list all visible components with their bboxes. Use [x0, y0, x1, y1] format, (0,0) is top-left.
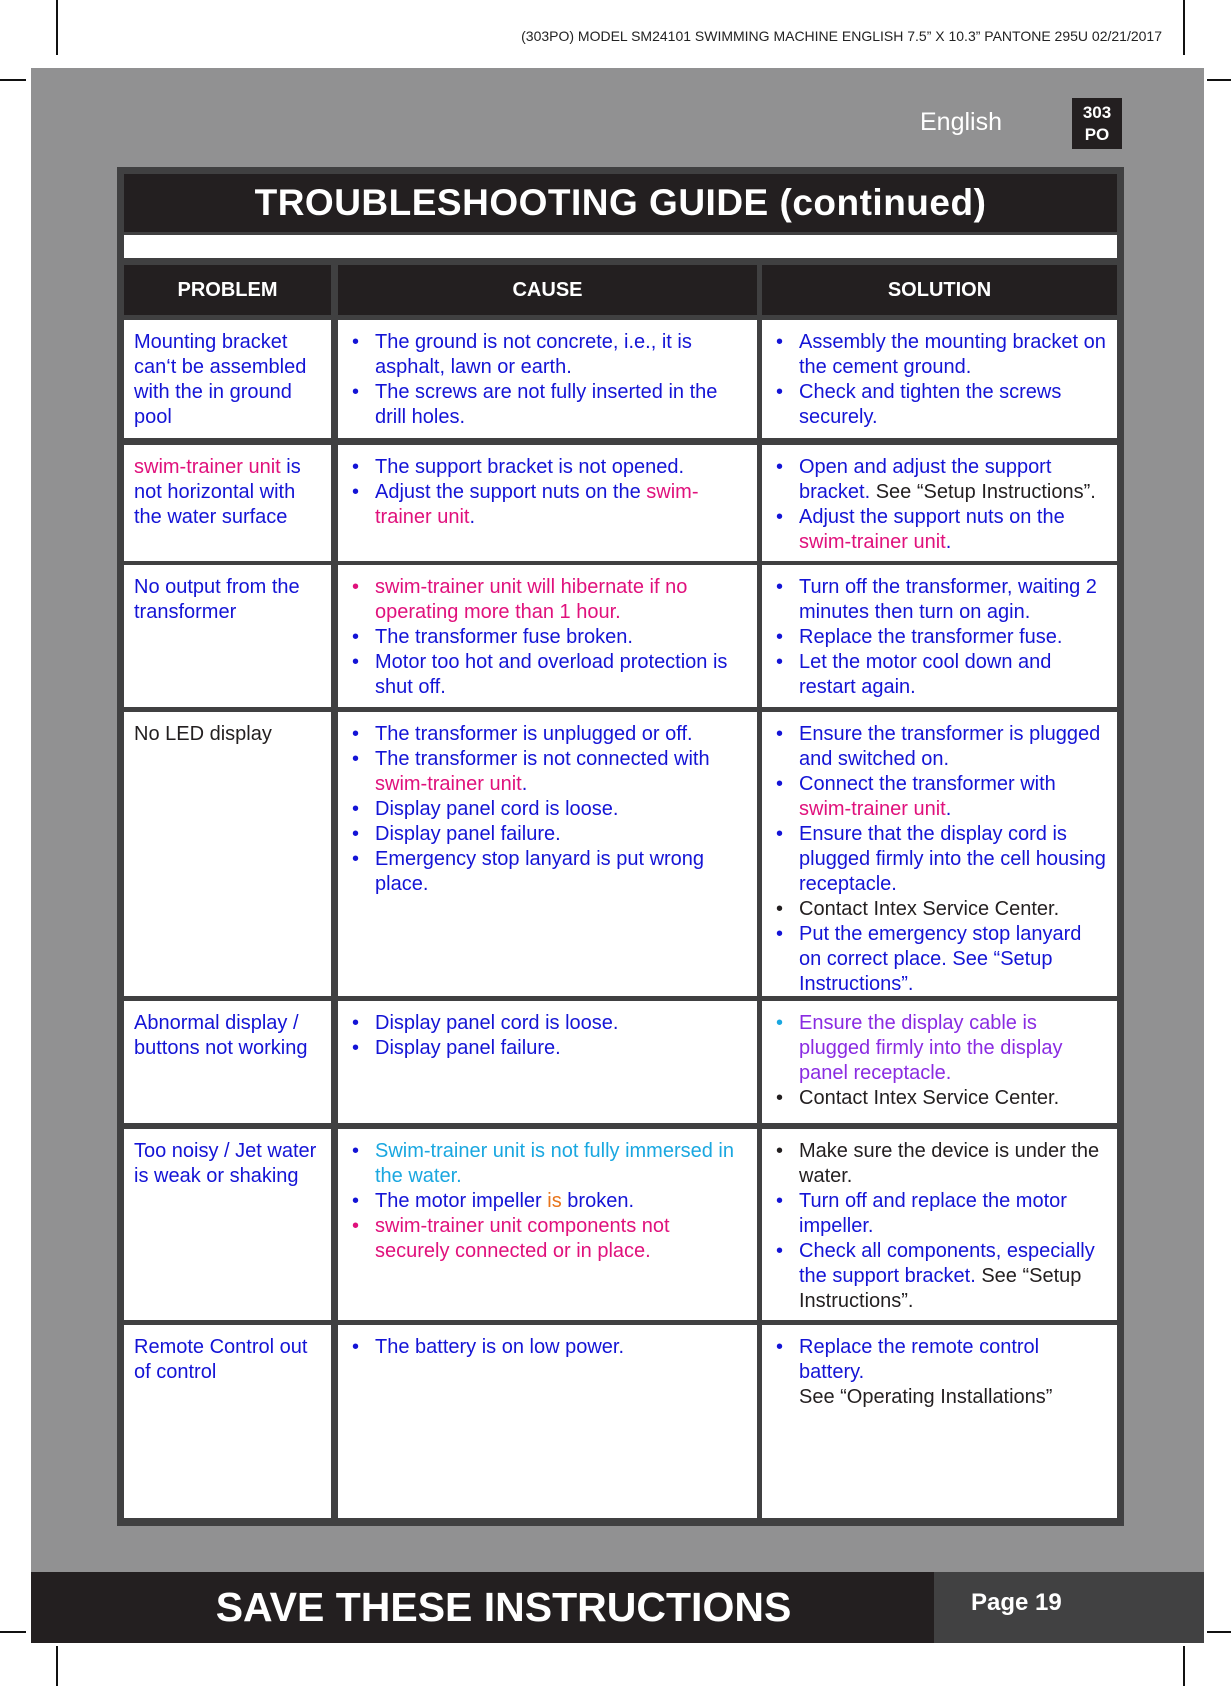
- text-segment: Put the emergency stop lanyard on correct place. See “Setup Instructions”.: [799, 923, 1082, 995]
- model-badge: [1072, 98, 1122, 149]
- text-segment: The motor impeller: [375, 1190, 548, 1212]
- solution-cell: [762, 320, 1117, 438]
- cause-item: [348, 650, 749, 700]
- text-segment: Swim-trainer unit is not fully immersed in the water.: [375, 1140, 734, 1187]
- item-text: [799, 1140, 1099, 1187]
- item-text: [799, 823, 1106, 895]
- solutions-list: [772, 455, 1109, 555]
- crop-mark: [56, 1646, 58, 1686]
- problem-cell: [124, 1001, 331, 1123]
- solution-cell: [762, 565, 1117, 707]
- text-segment: Abnormal display / buttons not working: [134, 1012, 308, 1059]
- text-segment: Turn off and replace the motor impeller.: [799, 1190, 1067, 1237]
- text-segment: The screws are not fully inserted in the drill holes.: [375, 381, 718, 428]
- text-segment: Emergency stop lanyard is put wrong place.: [375, 848, 705, 895]
- text-segment: .: [521, 773, 528, 795]
- text-segment: Adjust the support nuts on the: [799, 506, 1065, 528]
- text-segment: swim-trainer unit: [799, 798, 946, 820]
- header-problem: PROBLEM: [124, 265, 331, 315]
- item-text: [799, 1240, 1095, 1312]
- item-text: [375, 381, 717, 428]
- text-segment: Ensure the display cable is plugged firmly into the display panel receptacle.: [799, 1012, 1063, 1084]
- problem-cell: [124, 565, 331, 707]
- solution-item: [772, 1139, 1109, 1189]
- solution-cell: [762, 712, 1117, 996]
- cause-item: [348, 1214, 749, 1264]
- item-text: [799, 456, 1096, 503]
- causes-list: [348, 575, 749, 700]
- text-segment: .: [945, 798, 952, 820]
- solutions-list: [772, 1335, 1109, 1410]
- solution-item: [772, 1189, 1109, 1239]
- text-segment: Display panel failure.: [375, 823, 561, 845]
- item-text: [375, 723, 693, 745]
- problem-cell: [124, 1325, 331, 1518]
- item-text: [799, 1012, 1062, 1084]
- text-segment: Adjust the support nuts on the: [375, 481, 647, 503]
- item-text: [375, 1140, 734, 1187]
- item-text: [375, 626, 633, 648]
- item-text: [799, 1190, 1067, 1237]
- solutions-list: [772, 575, 1109, 700]
- text-segment: swim-trainer unit: [375, 576, 522, 598]
- problem-cell: [124, 712, 331, 996]
- solution-item: [772, 575, 1109, 625]
- text-segment: Ensure that the display cord is plugged firmly into the cell housing receptacle.: [799, 823, 1106, 895]
- text-segment: will hibernate if no operating more than 1 hour.: [375, 576, 688, 623]
- solution-item: [772, 380, 1109, 430]
- item-text: [375, 651, 727, 698]
- text-segment: Connect the transformer with: [799, 773, 1056, 795]
- item-text: [375, 331, 692, 378]
- text-segment: Motor too hot and overload protection is shut off.: [375, 651, 728, 698]
- cause-item: [348, 797, 749, 822]
- page-number: Page 19: [934, 1572, 1204, 1643]
- item-text: [375, 1190, 634, 1212]
- text-segment: Let the motor cool down and restart again.: [799, 651, 1052, 698]
- solution-item: [772, 722, 1109, 772]
- cause-item: [348, 480, 749, 530]
- text-segment: Contact Intex Service Center.: [799, 898, 1060, 920]
- solution-cell: [762, 1325, 1117, 1518]
- header-cause: CAUSE: [338, 265, 757, 315]
- text-segment: swim-trainer unit: [375, 1215, 522, 1237]
- solution-item: [772, 1011, 1109, 1086]
- save-instructions-banner: SAVE THESE INSTRUCTIONS: [31, 1572, 936, 1643]
- text-segment: Ensure the transformer is plugged and switched on.: [799, 723, 1101, 770]
- solutions-list: [772, 330, 1109, 430]
- badge-line-2: PO: [1084, 125, 1110, 144]
- crop-mark: [0, 79, 26, 81]
- item-text: [375, 481, 699, 528]
- cause-item: [348, 1011, 749, 1036]
- cause-item: [348, 1036, 749, 1061]
- title-spacer: [124, 235, 1117, 258]
- causes-list: [348, 330, 749, 430]
- solutions-list: [772, 722, 1109, 997]
- text-segment: .: [469, 506, 476, 528]
- item-text: [375, 1012, 618, 1034]
- text-segment: Mounting bracket can‘t be assembled with the in ground pool: [134, 331, 307, 428]
- item-text: [799, 381, 1061, 428]
- cause-item: [348, 722, 749, 747]
- text-segment: The transformer is not connected with: [375, 748, 710, 770]
- solution-item: [772, 822, 1109, 897]
- cause-item: [348, 625, 749, 650]
- text-segment: No LED display: [134, 723, 272, 745]
- crop-mark: [1207, 1631, 1231, 1633]
- text-segment: Replace the remote control battery.: [799, 1336, 1040, 1383]
- item-text: [375, 848, 704, 895]
- text-segment: Open and adjust the support bracket.: [799, 456, 1052, 503]
- text-segment: .: [945, 531, 952, 553]
- item-text: [375, 576, 687, 623]
- item-text: [375, 1215, 670, 1262]
- text-segment: is: [547, 1190, 562, 1212]
- crop-mark: [1207, 79, 1231, 81]
- item-text: [375, 798, 618, 820]
- cause-item: [348, 822, 749, 847]
- page-title: TROUBLESHOOTING GUIDE (continued): [124, 174, 1117, 232]
- text-segment: Replace the transformer fuse.: [799, 626, 1063, 648]
- header-solution: SOLUTION: [762, 265, 1117, 315]
- solution-item: [772, 330, 1109, 380]
- item-text: [799, 576, 1097, 623]
- text-segment: Too noisy / Jet water is weak or shaking: [134, 1140, 317, 1187]
- text-segment: Turn off the transformer, waiting 2 minutes then turn on agin.: [799, 576, 1097, 623]
- item-text: [375, 748, 710, 795]
- solution-item: [772, 772, 1109, 822]
- cause-cell: [338, 712, 757, 996]
- item-text: [799, 331, 1106, 378]
- item-text: [799, 1336, 1109, 1410]
- text-segment: Contact Intex Service Center.: [799, 1087, 1060, 1109]
- cause-item: [348, 847, 749, 897]
- text-segment: Display panel failure.: [375, 1037, 561, 1059]
- text-segment: Display panel cord is loose.: [375, 1012, 619, 1034]
- item-text: [375, 456, 684, 478]
- solutions-list: [772, 1011, 1109, 1111]
- solution-item: [772, 1335, 1109, 1410]
- causes-list: [348, 1139, 749, 1264]
- crop-mark: [0, 1631, 26, 1633]
- cause-item: [348, 575, 749, 625]
- item-text: [799, 506, 1065, 553]
- solution-item: [772, 897, 1109, 922]
- solution-item: [772, 505, 1109, 555]
- item-text: [375, 823, 561, 845]
- solution-item: [772, 922, 1109, 997]
- causes-list: [348, 1011, 749, 1061]
- item-text: [799, 898, 1059, 920]
- text-segment: Check all components, especially the support bracket.: [799, 1240, 1095, 1287]
- solution-cell: [762, 1129, 1117, 1320]
- causes-list: [348, 455, 749, 530]
- print-slug: (303PO) MODEL SM24101 SWIMMING MACHINE ENGLISH 7.5” X 10.3” PANTONE 295U 02/21/2017: [521, 28, 1162, 44]
- item-text: [799, 723, 1100, 770]
- text-segment: Display panel cord is loose.: [375, 798, 619, 820]
- text-segment: Make sure the device is under the water.: [799, 1140, 1100, 1187]
- cause-cell: [338, 1325, 757, 1518]
- problem-cell: [124, 320, 331, 438]
- solution-item: [772, 650, 1109, 700]
- cause-cell: [338, 565, 757, 707]
- solution-cell: [762, 445, 1117, 561]
- solutions-list: [772, 1139, 1109, 1314]
- text-segment: See “Operating Installations”: [799, 1386, 1053, 1408]
- item-text: [799, 1087, 1059, 1109]
- cause-item: [348, 1189, 749, 1214]
- cause-cell: [338, 1001, 757, 1123]
- cause-cell: [338, 445, 757, 561]
- text-segment: See “Setup Instructions”.: [799, 1265, 1082, 1312]
- text-segment: Check and tighten the screws securely.: [799, 381, 1062, 428]
- solution-item: [772, 455, 1109, 505]
- causes-list: [348, 1335, 749, 1360]
- text-segment: No output from the transformer: [134, 576, 300, 623]
- text-segment: The ground is not concrete, i.e., it is asphalt, lawn or earth.: [375, 331, 692, 378]
- text-segment: See “Setup Instructions”.: [870, 481, 1096, 503]
- cause-cell: [338, 1129, 757, 1320]
- problem-cell: [124, 1129, 331, 1320]
- solution-item: [772, 625, 1109, 650]
- item-text: [375, 1336, 624, 1358]
- text-segment: swim-trainer unit: [134, 456, 281, 478]
- solution-item: [772, 1086, 1109, 1111]
- text-segment: The battery is on low power.: [375, 1336, 625, 1358]
- solution-item: [772, 1239, 1109, 1314]
- badge-line-1: 303: [1082, 103, 1112, 122]
- text-segment: components not securely connected or in place.: [375, 1215, 670, 1262]
- cause-item: [348, 747, 749, 797]
- language-label: English: [920, 108, 1002, 136]
- text-segment: swim-trainer unit: [375, 773, 522, 795]
- text-segment: Assembly the mounting bracket on the cement ground.: [799, 331, 1106, 378]
- item-text: [799, 651, 1051, 698]
- text-segment: swim-trainer unit: [799, 531, 946, 553]
- item-text: [799, 773, 1056, 820]
- text-segment: is not horizontal with the water surface: [134, 456, 301, 528]
- crop-mark: [1183, 0, 1185, 55]
- item-text: [799, 923, 1081, 995]
- cause-item: [348, 380, 749, 430]
- causes-list: [348, 722, 749, 897]
- text-segment: swim-trainer unit: [375, 481, 699, 528]
- text-segment: Remote Control out of control: [134, 1336, 308, 1383]
- solution-cell: [762, 1001, 1117, 1123]
- crop-mark: [1183, 1646, 1185, 1686]
- problem-cell: [124, 445, 331, 561]
- text-segment: broken.: [561, 1190, 634, 1212]
- cause-cell: [338, 320, 757, 438]
- item-text: [799, 626, 1062, 648]
- cause-item: [348, 1335, 749, 1360]
- text-segment: The transformer fuse broken.: [375, 626, 633, 648]
- text-segment: The transformer is unplugged or off.: [375, 723, 693, 745]
- text-segment: The support bracket is not opened.: [375, 456, 685, 478]
- cause-item: [348, 1139, 749, 1189]
- item-text: [375, 1037, 561, 1059]
- cause-item: [348, 330, 749, 380]
- cause-item: [348, 455, 749, 480]
